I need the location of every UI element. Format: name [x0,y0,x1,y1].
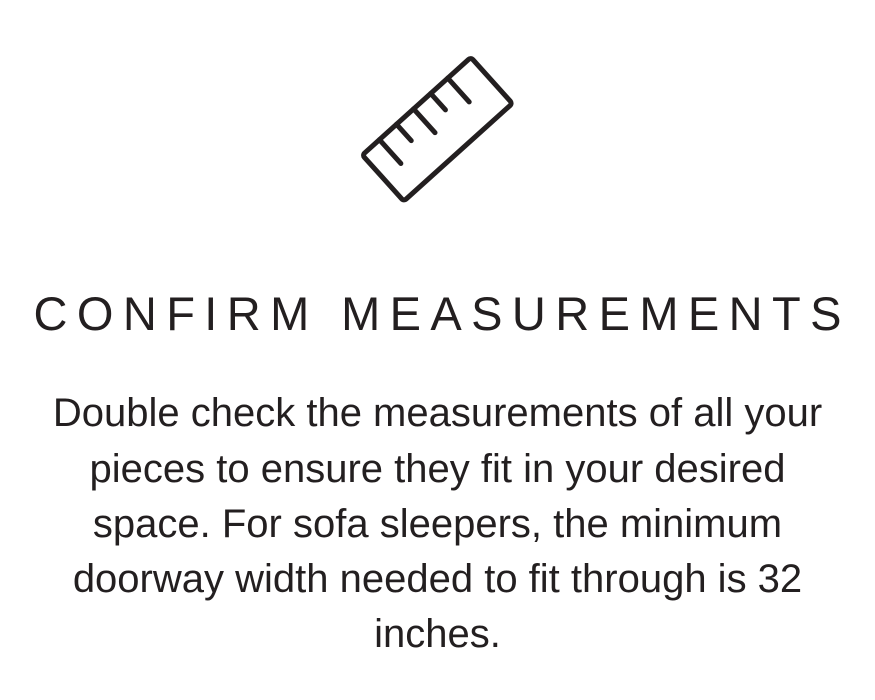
page-title: CONFIRM MEASUREMENTS [33,287,851,340]
ruler-icon [318,32,558,227]
body-text: Double check the measurements of all your pieces to ensure they fit in your desired space. For sofa sleepers, the minimum doorway width needed to fit through is 32 inches. [52,391,823,657]
